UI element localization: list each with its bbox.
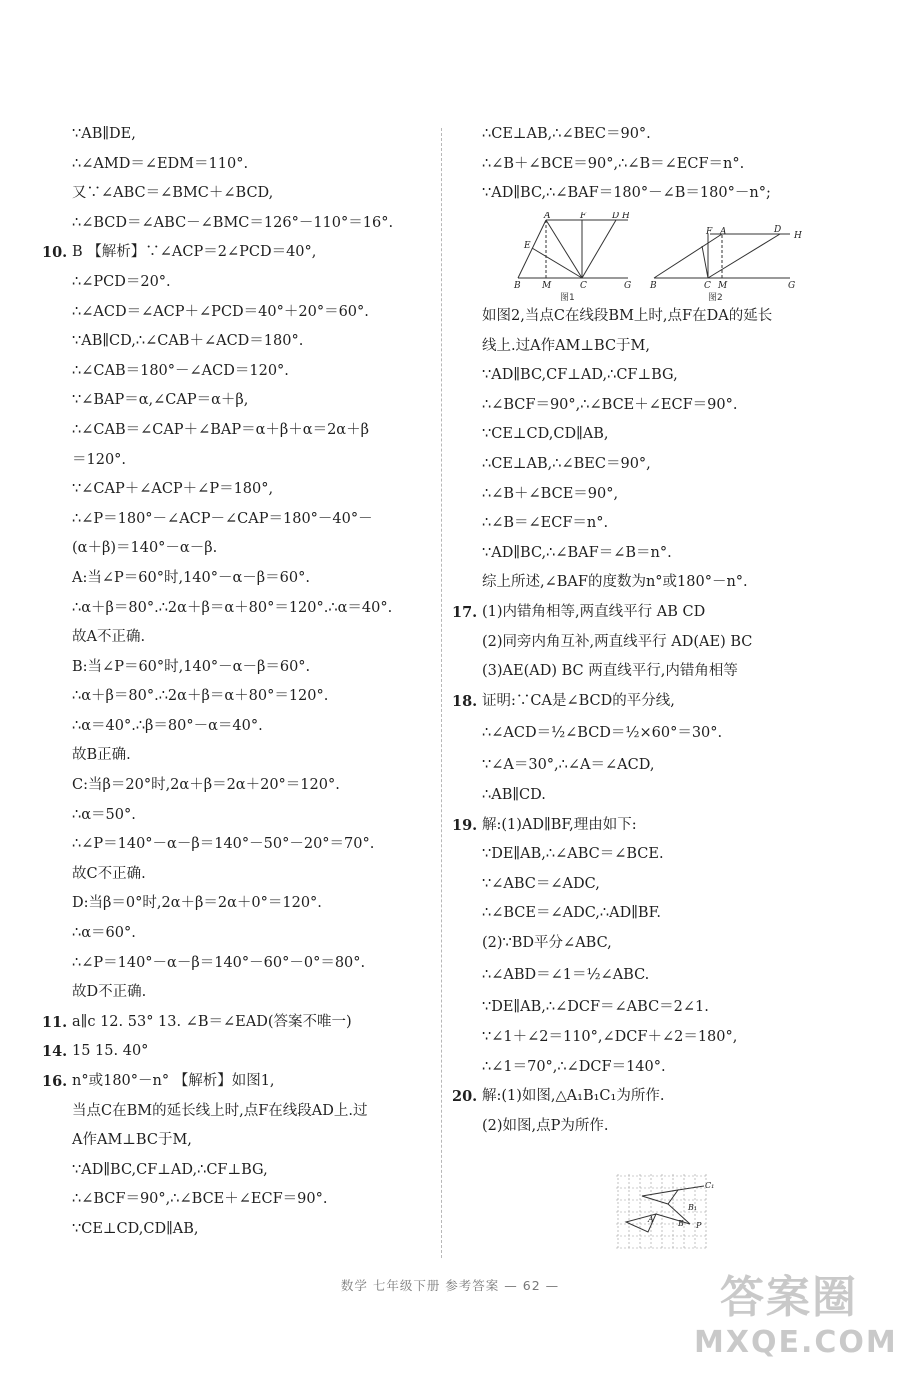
line-text: n°或180°－n° 【解析】如图1, bbox=[72, 1073, 275, 1089]
figure-1 bbox=[518, 220, 628, 278]
line-text: 证明:∵CA是∠BCD的平分线, bbox=[482, 692, 675, 709]
text-line bbox=[452, 1082, 860, 1112]
text-line bbox=[50, 209, 430, 239]
line-text: (2)同旁内角互补,两直线平行 AD(AE) BC bbox=[482, 633, 753, 650]
text-line bbox=[50, 298, 430, 328]
text-line bbox=[50, 179, 430, 209]
text-line bbox=[42, 1067, 430, 1097]
grid-label-c1: C₁ bbox=[705, 1181, 715, 1190]
text-line bbox=[50, 357, 430, 387]
fig2-label-b: B bbox=[650, 281, 657, 291]
line-text: ∴AB∥CD. bbox=[482, 786, 546, 803]
line-text: ∵∠A＝30°,∴∠A＝∠ACD, bbox=[482, 757, 655, 774]
text-line bbox=[50, 120, 430, 150]
line-text: (3)AE(AD) BC 两直线平行,内错角相等 bbox=[482, 663, 738, 680]
fig1-label-b: B bbox=[514, 281, 521, 291]
line-text: 故A不正确. bbox=[72, 629, 146, 646]
text-line bbox=[460, 539, 860, 569]
line-text: ∴α＝50°. bbox=[72, 806, 136, 823]
text-line bbox=[460, 958, 860, 993]
text-line bbox=[50, 505, 430, 535]
line-text: 又∵∠ABC＝∠BMC＋∠BCD, bbox=[72, 185, 274, 202]
line-text: 综上所述,∠BAF的度数为n°或180°－n°. bbox=[482, 574, 748, 591]
text-line bbox=[460, 993, 860, 1023]
line-text: ∵AD∥BC,CF⊥AD,∴CF⊥BG, bbox=[72, 1161, 268, 1178]
text-line bbox=[50, 327, 430, 357]
text-line bbox=[50, 889, 430, 919]
watermark-en: MXQE.COM bbox=[694, 1325, 898, 1360]
line-text: C:当β＝20°时,2α＋β＝2α＋20°＝120°. bbox=[72, 777, 340, 794]
text-line bbox=[50, 386, 430, 416]
text-line bbox=[460, 509, 860, 539]
text-line bbox=[460, 480, 860, 510]
text-line bbox=[460, 628, 860, 658]
fig2-label-d: D bbox=[774, 225, 782, 235]
watermark-cn: 答案圈 bbox=[720, 1272, 858, 1323]
text-line bbox=[50, 919, 430, 949]
line-text: ∴CE⊥AB,∴∠BEC＝90°. bbox=[482, 126, 651, 142]
line-text: 故B正确. bbox=[72, 747, 131, 764]
right-column bbox=[452, 302, 860, 1141]
text-line bbox=[460, 420, 860, 450]
grid-label-b: B bbox=[678, 1219, 684, 1228]
text-line bbox=[42, 1008, 430, 1038]
line-text: ∴∠B＋∠BCE＝90°,∴∠B＝∠ECF＝n°. bbox=[482, 155, 745, 172]
text-line bbox=[50, 1215, 430, 1245]
text-line bbox=[460, 1053, 860, 1083]
text-line bbox=[460, 361, 860, 391]
line-text: ∵AD∥BC,CF⊥AD,∴CF⊥BG, bbox=[482, 367, 678, 384]
line-text: ∴∠AMD＝∠EDM＝110°. bbox=[72, 155, 249, 172]
grid-label-b1: B₁ bbox=[688, 1203, 698, 1212]
fig1-label-e: E bbox=[524, 241, 531, 251]
grid-label-p: P bbox=[696, 1221, 702, 1230]
line-text: ∵AD∥BC,∴∠BAF＝∠B＝n°. bbox=[482, 544, 672, 561]
watermark bbox=[694, 1261, 898, 1360]
text-line bbox=[460, 332, 860, 362]
figure-1-and-2 bbox=[510, 212, 810, 302]
question-number: 18. bbox=[452, 692, 478, 710]
text-line bbox=[50, 801, 430, 831]
grid-figure bbox=[612, 1170, 716, 1252]
text-line bbox=[50, 475, 430, 505]
text-line bbox=[42, 238, 430, 268]
line-text: ∵CE⊥CD,CD∥AB, bbox=[72, 1220, 199, 1237]
text-line bbox=[50, 150, 430, 180]
line-text: 如图2,当点C在线段BM上时,点F在DA的延长 bbox=[482, 308, 773, 324]
fig2-label-f: F bbox=[706, 227, 713, 237]
line-text: 线上.过A作AM⊥BC于M, bbox=[482, 337, 651, 354]
line-text: ∵∠CAP＋∠ACP＋∠P＝180°, bbox=[72, 481, 274, 498]
fig1-label-d: D bbox=[612, 212, 620, 221]
text-line bbox=[50, 830, 430, 860]
line-text: 故D不正确. bbox=[72, 984, 147, 1001]
line-text: ∴α＋β＝80°.∴2α＋β＝α＋80°＝120°. bbox=[72, 688, 329, 705]
line-text: ∴α＝60°. bbox=[72, 925, 136, 942]
line-text: (1)内错角相等,两直线平行 AB CD bbox=[482, 603, 706, 620]
line-text: ∴∠PCD＝20°. bbox=[72, 273, 171, 290]
line-text: ∵∠BAP＝α,∠CAP＝α＋β, bbox=[72, 392, 249, 409]
text-line bbox=[460, 450, 860, 480]
line-text: (2)如图,点P为所作. bbox=[482, 1117, 609, 1134]
line-text: B:当∠P＝60°时,140°－α－β＝60°. bbox=[72, 658, 311, 675]
text-line bbox=[460, 716, 860, 751]
text-line bbox=[460, 120, 860, 150]
fig2-label-c: C bbox=[704, 281, 711, 291]
fig1-caption: 图1 bbox=[560, 293, 575, 302]
right-column-top bbox=[460, 120, 860, 209]
line-text: ∴∠BCF＝90°,∴∠BCE＋∠ECF＝90°. bbox=[72, 1191, 328, 1208]
text-line bbox=[50, 446, 430, 476]
line-text: (2)∵BD平分∠ABC, bbox=[482, 934, 612, 951]
text-line bbox=[50, 978, 430, 1008]
text-line bbox=[452, 811, 860, 841]
text-line bbox=[50, 594, 430, 624]
line-text: ∴α＝40°.∴β＝80°－α＝40°. bbox=[72, 717, 263, 734]
line-text: (α＋β)＝140°－α－β. bbox=[72, 540, 218, 557]
fig1-label-a: A bbox=[544, 212, 551, 221]
line-text: 解:(1)AD∥BF,理由如下: bbox=[482, 816, 637, 833]
column-divider bbox=[441, 128, 442, 1258]
text-line bbox=[460, 1112, 860, 1142]
text-line bbox=[50, 1126, 430, 1156]
line-text: ∵AB∥CD,∴∠CAB＋∠ACD＝180°. bbox=[72, 333, 304, 350]
line-text: ∴CE⊥AB,∴∠BEC＝90°, bbox=[482, 455, 651, 472]
text-line bbox=[50, 623, 430, 653]
left-column bbox=[42, 120, 430, 1245]
line-text: ∴∠CAB＝∠CAP＋∠BAP＝α＋β＋α＝2α＋β bbox=[72, 421, 369, 438]
line-text: B 【解析】∵∠ACP＝2∠PCD＝40°, bbox=[72, 244, 317, 261]
fig1-label-f: F bbox=[580, 212, 587, 221]
line-text: ∴∠ACD＝∠ACP＋∠PCD＝40°＋20°＝60°. bbox=[72, 303, 369, 320]
text-line bbox=[50, 564, 430, 594]
text-line bbox=[50, 534, 430, 564]
line-text: A:当∠P＝60°时,140°－α－β＝60°. bbox=[72, 569, 310, 586]
text-line bbox=[42, 1037, 430, 1067]
line-text: ∵AB∥DE, bbox=[72, 126, 136, 142]
text-line bbox=[460, 751, 860, 781]
text-line bbox=[50, 949, 430, 979]
fig1-label-h: H bbox=[622, 212, 630, 221]
text-line bbox=[50, 1097, 430, 1127]
text-line bbox=[460, 391, 860, 421]
text-line bbox=[50, 268, 430, 298]
fig2-label-m: M bbox=[718, 281, 728, 291]
text-line bbox=[460, 1023, 860, 1053]
line-text: ∴∠1＝70°,∴∠DCF＝140°. bbox=[482, 1058, 666, 1075]
text-line bbox=[50, 741, 430, 771]
question-number: 10. bbox=[42, 244, 68, 262]
line-text: 解:(1)如图,△A₁B₁C₁为所作. bbox=[482, 1088, 665, 1105]
fig2-label-a: A bbox=[720, 227, 727, 237]
line-text: ∵DE∥AB,∴∠ABC＝∠BCE. bbox=[482, 846, 664, 863]
line-text: ∴∠B＋∠BCE＝90°, bbox=[482, 485, 619, 502]
line-text: 15 15. 40° bbox=[72, 1043, 149, 1060]
line-text: ∴∠CAB＝180°－∠ACD＝120°. bbox=[72, 362, 289, 379]
text-line bbox=[452, 598, 860, 628]
grid-label-a: A bbox=[648, 1215, 654, 1224]
fig1-label-g: G bbox=[624, 281, 632, 291]
line-text: ∵AD∥BC,∴∠BAF＝180°－∠B＝180°－n°; bbox=[482, 185, 771, 202]
line-text: ∵DE∥AB,∴∠DCF＝∠ABC＝2∠1. bbox=[482, 999, 709, 1016]
text-line bbox=[452, 687, 860, 717]
text-line bbox=[460, 179, 860, 209]
text-line bbox=[50, 771, 430, 801]
line-text: ∵∠ABC＝∠ADC, bbox=[482, 875, 600, 892]
text-line bbox=[460, 781, 860, 811]
text-line bbox=[50, 712, 430, 742]
line-text: ∴∠BCF＝90°,∴∠BCE＋∠ECF＝90°. bbox=[482, 396, 738, 413]
fig1-label-m: M bbox=[542, 281, 552, 291]
line-text: ∴∠BCD＝∠ABC－∠BMC＝126°－110°＝16°. bbox=[72, 214, 394, 231]
text-line bbox=[460, 657, 860, 687]
line-text: ∴∠P＝140°－α－β＝140°－50°－20°＝70°. bbox=[72, 836, 375, 853]
line-text: ∴∠P＝180°－∠ACP－∠CAP＝180°－40°－ bbox=[72, 510, 373, 527]
text-line bbox=[460, 870, 860, 900]
question-number: 17. bbox=[452, 603, 478, 621]
text-line bbox=[50, 653, 430, 683]
question-number: 16. bbox=[42, 1073, 68, 1090]
line-text: D:当β＝0°时,2α＋β＝2α＋0°＝120°. bbox=[72, 895, 322, 912]
line-text: ∴∠BCE＝∠ADC,∴AD∥BF. bbox=[482, 905, 661, 922]
text-line bbox=[460, 302, 860, 332]
text-line bbox=[460, 840, 860, 870]
line-text: A作AM⊥BC于M, bbox=[72, 1132, 192, 1149]
text-line bbox=[460, 929, 860, 959]
line-text: ∴∠B＝∠ECF＝n°. bbox=[482, 515, 609, 532]
line-text: ∴∠ABD＝∠1＝½∠ABC. bbox=[482, 967, 650, 984]
line-text: ∴∠P＝140°－α－β＝140°－60°－0°＝80°. bbox=[72, 954, 366, 971]
fig2-label-h: H bbox=[794, 231, 802, 241]
text-line bbox=[50, 1156, 430, 1186]
text-line bbox=[50, 1185, 430, 1215]
text-line bbox=[460, 899, 860, 929]
line-text: ∴∠ACD＝½∠BCD＝½×60°＝30°. bbox=[482, 725, 723, 742]
line-text: ∵∠1＋∠2＝110°,∠DCF＋∠2＝180°, bbox=[482, 1029, 738, 1046]
fig2-label-g: G bbox=[788, 281, 796, 291]
fig1-label-c: C bbox=[580, 281, 587, 291]
line-text: a∥c 12. 53° 13. ∠B＝∠EAD(答案不唯一) bbox=[72, 1013, 352, 1030]
line-text: ∵CE⊥CD,CD∥AB, bbox=[482, 426, 609, 443]
text-line bbox=[50, 860, 430, 890]
line-text: 当点C在BM的延长线上时,点F在线段AD上.过 bbox=[72, 1102, 368, 1119]
question-number: 11. bbox=[42, 1013, 68, 1031]
question-number: 14. bbox=[42, 1043, 68, 1061]
text-line bbox=[460, 568, 860, 598]
text-line bbox=[460, 150, 860, 180]
line-text: 故C不正确. bbox=[72, 865, 146, 882]
line-text: ∴α＋β＝80°.∴2α＋β＝α＋80°＝120°.∴α＝40°. bbox=[72, 599, 393, 616]
figure-2 bbox=[654, 234, 790, 278]
text-line bbox=[50, 682, 430, 712]
question-number: 20. bbox=[452, 1088, 478, 1106]
fig2-caption: 图2 bbox=[708, 293, 723, 302]
line-text: ＝120°. bbox=[72, 451, 127, 468]
page-footer: 数学 七年级下册 参考答案 — 62 — bbox=[340, 1278, 560, 1293]
text-line bbox=[50, 416, 430, 446]
question-number: 19. bbox=[452, 816, 478, 834]
